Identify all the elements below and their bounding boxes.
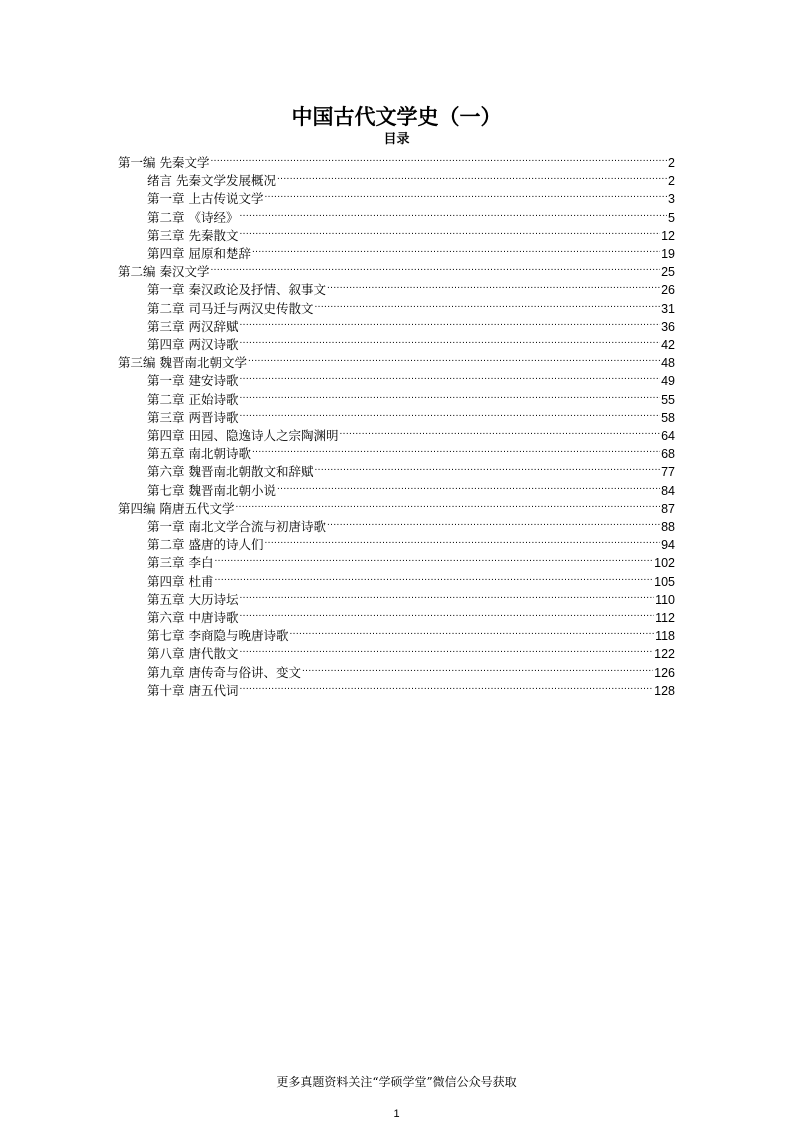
dot-leader bbox=[248, 349, 660, 367]
toc-chapter-entry[interactable] bbox=[147, 331, 675, 352]
toc-chapter-entry[interactable] bbox=[147, 240, 675, 261]
toc-chapter-entry[interactable] bbox=[147, 586, 675, 607]
toc-chapter-entry[interactable] bbox=[147, 222, 675, 243]
toc-entry-label: 第五章 大历诗坛 bbox=[147, 591, 239, 607]
dot-leader bbox=[314, 295, 660, 313]
toc-chapter-entry[interactable] bbox=[147, 677, 675, 698]
toc-chapter-entry[interactable] bbox=[147, 386, 675, 407]
toc-chapter-entry[interactable] bbox=[147, 549, 675, 571]
toc-entry-label: 第四章 屈原和楚辞 bbox=[147, 246, 251, 261]
dot-leader bbox=[252, 440, 660, 458]
dot-leader bbox=[327, 513, 660, 531]
toc-entry-page: 64 bbox=[661, 429, 675, 443]
dot-leader bbox=[327, 276, 660, 294]
toc-entry-page: 88 bbox=[661, 520, 675, 534]
toc-entry-page: 87 bbox=[661, 501, 675, 516]
toc-chapter-entry[interactable] bbox=[147, 513, 675, 534]
dot-leader bbox=[239, 404, 660, 422]
toc-entry-page: 48 bbox=[661, 356, 675, 371]
toc-entry-page: 122 bbox=[654, 647, 675, 662]
toc-chapter-entry[interactable] bbox=[147, 404, 675, 425]
toc-chapter-entry[interactable] bbox=[147, 622, 675, 644]
toc-entry-label: 第十章 唐五代词 bbox=[147, 682, 239, 698]
toc-entry-label: 第九章 唐传奇与俗讲、变文 bbox=[147, 664, 301, 680]
toc-chapter-entry[interactable] bbox=[147, 167, 675, 189]
dot-leader bbox=[264, 185, 667, 203]
toc-chapter-entry[interactable] bbox=[147, 204, 675, 225]
toc-entry-page: 77 bbox=[661, 465, 675, 480]
dot-leader bbox=[210, 149, 667, 167]
toc-entry-label: 第三编 魏晋南北朝文学 bbox=[118, 355, 247, 371]
toc-chapter-entry[interactable] bbox=[147, 440, 675, 462]
toc-chapter-entry[interactable] bbox=[147, 185, 675, 207]
dot-leader bbox=[214, 568, 653, 586]
toc-entry-label: 第五章 南北朝诗歌 bbox=[147, 446, 251, 462]
toc-entry-label: 第三章 两汉辞赋 bbox=[147, 318, 239, 334]
toc-chapter-entry[interactable] bbox=[147, 313, 675, 334]
toc-entry-page: 68 bbox=[661, 447, 675, 462]
toc-part-entry[interactable] bbox=[118, 149, 675, 170]
dot-leader bbox=[239, 386, 660, 404]
dot-leader bbox=[289, 622, 654, 640]
toc-entry-page: 36 bbox=[661, 319, 675, 334]
toc-entry-label: 第八章 唐代散文 bbox=[147, 646, 239, 662]
toc-entry-page: 128 bbox=[654, 683, 675, 698]
toc-chapter-entry[interactable] bbox=[147, 568, 675, 589]
dot-leader bbox=[239, 367, 660, 385]
toc-entry-label: 第一编 先秦文学 bbox=[118, 155, 210, 170]
document-title: 中国古代文学史（一） bbox=[291, 105, 502, 129]
toc-entry-page: 5 bbox=[668, 210, 675, 225]
toc-entry-label: 第四章 两汉诗歌 bbox=[147, 337, 239, 352]
dot-leader bbox=[210, 258, 660, 276]
toc-entry-label: 第二章 《诗经》 bbox=[147, 209, 239, 225]
footer-note: 更多真题资料关注“学硕学堂”微信公众号获取 bbox=[276, 1075, 517, 1089]
dot-leader bbox=[302, 659, 653, 677]
toc-entry-label: 第六章 魏晋南北朝散文和辞赋 bbox=[147, 464, 314, 480]
toc-entry-page: 31 bbox=[661, 301, 675, 316]
toc-entry-label: 第一章 秦汉政论及抒情、叙事文 bbox=[147, 282, 326, 298]
toc-entry-label: 第三章 李白 bbox=[147, 555, 214, 571]
toc-entry-page: 102 bbox=[654, 556, 675, 571]
toc-entry-label: 第七章 李商隐与晚唐诗歌 bbox=[147, 628, 289, 644]
toc-entry-label: 绪言 先秦文学发展概况 bbox=[147, 173, 276, 189]
dot-leader bbox=[239, 222, 660, 240]
toc-part-entry[interactable] bbox=[118, 258, 675, 280]
toc-chapter-entry[interactable] bbox=[147, 477, 675, 498]
toc-entry-label: 第六章 中唐诗歌 bbox=[147, 610, 239, 625]
toc-entry-label: 第二编 秦汉文学 bbox=[118, 264, 210, 280]
toc-entry-page: 2 bbox=[668, 174, 675, 189]
toc-entry-page: 58 bbox=[661, 410, 675, 425]
toc-entry-label: 第七章 魏晋南北朝小说 bbox=[147, 482, 276, 498]
dot-leader bbox=[214, 549, 653, 567]
toc-entry-label: 第一章 南北文学合流与初唐诗歌 bbox=[147, 519, 326, 534]
dot-leader bbox=[252, 240, 660, 258]
toc-chapter-entry[interactable] bbox=[147, 295, 675, 316]
dot-leader bbox=[264, 531, 660, 549]
toc-entry-page: 110 bbox=[655, 592, 675, 607]
toc-entry-label: 第一章 建安诗歌 bbox=[147, 373, 239, 389]
toc-entry-label: 第三章 先秦散文 bbox=[147, 227, 239, 243]
dot-leader bbox=[239, 640, 653, 658]
toc-chapter-entry[interactable] bbox=[147, 531, 675, 553]
toc-entry-page: 12 bbox=[661, 228, 675, 243]
toc-entry-page: 84 bbox=[661, 483, 675, 498]
toc-part-entry[interactable] bbox=[118, 495, 675, 516]
toc-entry-page: 105 bbox=[654, 574, 675, 589]
toc-heading: 目录 bbox=[383, 132, 410, 147]
toc-chapter-entry[interactable] bbox=[147, 367, 675, 389]
toc-entry-page: 49 bbox=[661, 374, 675, 389]
toc-entry-label: 第三章 两晋诗歌 bbox=[147, 409, 239, 425]
toc-chapter-entry[interactable] bbox=[147, 640, 675, 662]
toc-entry-page: 126 bbox=[654, 665, 675, 680]
toc-entry-page: 42 bbox=[661, 338, 675, 352]
dot-leader bbox=[239, 331, 660, 349]
toc-entry-label: 第四编 隋唐五代文学 bbox=[118, 500, 235, 516]
toc-entry-page: 3 bbox=[668, 192, 675, 207]
toc-entry-label: 第四章 田园、隐逸诗人之宗陶渊明 bbox=[147, 428, 339, 443]
toc-entry-page: 2 bbox=[668, 156, 675, 170]
toc-entry-page: 118 bbox=[655, 629, 675, 644]
toc-entry-label: 第二章 正始诗歌 bbox=[147, 391, 239, 407]
dot-leader bbox=[339, 422, 660, 440]
toc-entry-page: 94 bbox=[661, 538, 675, 553]
toc-entry-label: 第二章 盛唐的诗人们 bbox=[147, 537, 264, 553]
dot-leader bbox=[239, 677, 653, 695]
toc-entry-page: 112 bbox=[655, 611, 675, 625]
toc-entry-label: 第四章 杜甫 bbox=[147, 573, 214, 589]
page-number: 1 bbox=[393, 1108, 400, 1120]
toc-entry-label: 第一章 上古传说文学 bbox=[147, 191, 264, 207]
toc-chapter-entry[interactable] bbox=[147, 659, 675, 680]
dot-leader bbox=[314, 458, 660, 476]
toc-entry-page: 19 bbox=[661, 247, 675, 261]
toc-chapter-entry[interactable] bbox=[147, 276, 675, 298]
toc-entry-page: 26 bbox=[661, 283, 675, 298]
toc-chapter-entry[interactable] bbox=[147, 604, 675, 625]
toc-chapter-entry[interactable] bbox=[147, 458, 675, 480]
toc-chapter-entry[interactable] bbox=[147, 422, 675, 443]
dot-leader bbox=[239, 313, 660, 331]
dot-leader bbox=[235, 495, 660, 513]
toc-part-entry[interactable] bbox=[118, 349, 675, 371]
dot-leader bbox=[239, 604, 654, 622]
dot-leader bbox=[277, 477, 660, 495]
dot-leader bbox=[277, 167, 667, 185]
dot-leader bbox=[239, 204, 667, 222]
toc-entry-page: 25 bbox=[661, 265, 675, 280]
dot-leader bbox=[239, 586, 654, 604]
toc-entry-label: 第二章 司马迁与两汉史传散文 bbox=[147, 300, 314, 316]
toc-entry-page: 55 bbox=[661, 392, 675, 407]
